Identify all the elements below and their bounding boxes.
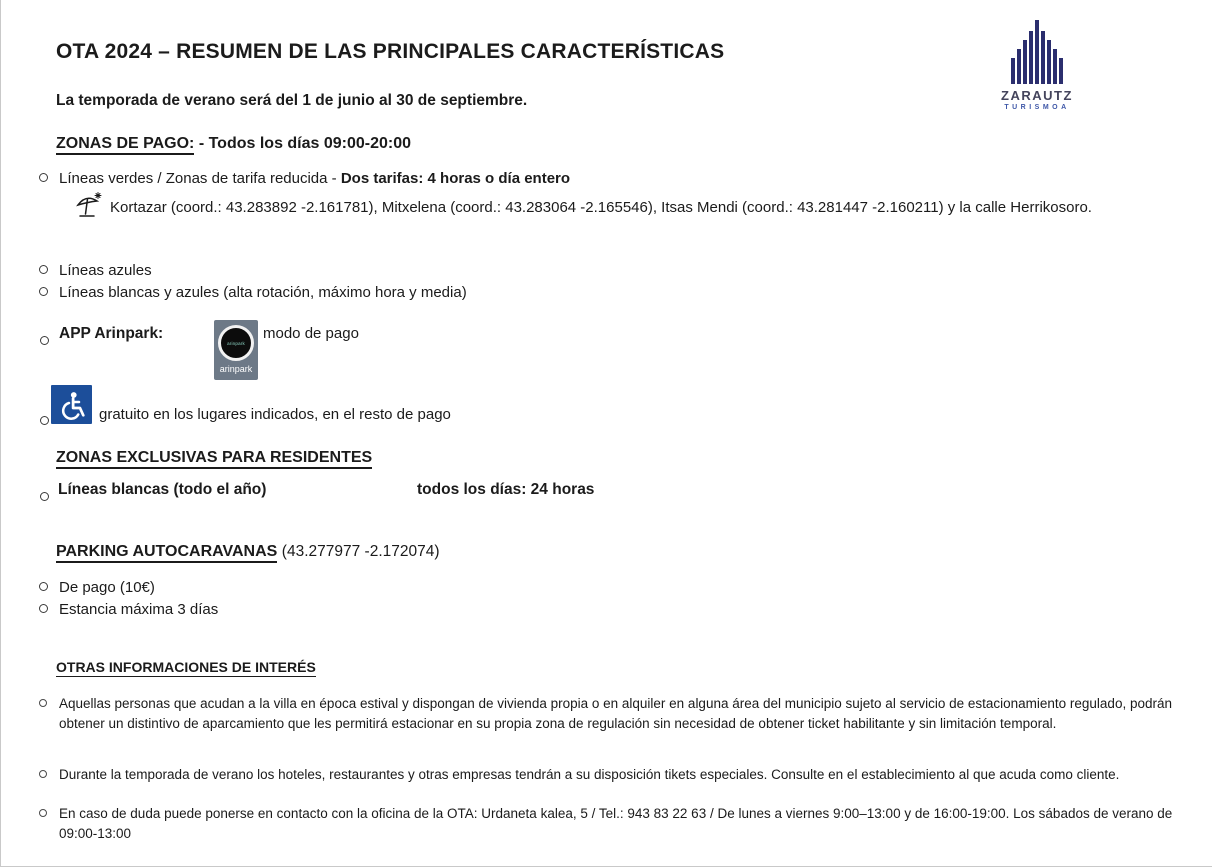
- heading-zonas-exclusivas: [56, 449, 372, 467]
- list-item-text: [59, 168, 570, 189]
- list-item-tikets: [39, 765, 1187, 785]
- residentes-right-text: todos los días: 24 horas: [417, 481, 595, 498]
- zarautz-logo-bars-icon: [1001, 18, 1073, 84]
- list-item-estancia-maxima: [39, 599, 218, 620]
- heading-zonas-exclusivas-text: ZONAS EXCLUSIVAS PARA RESIDENTES: [56, 449, 372, 469]
- bullet-circle-icon: [40, 492, 49, 501]
- bullet-circle-icon: [39, 699, 47, 707]
- arinpark-caption: arinpark: [219, 364, 253, 374]
- heading-parking-text: PARKING AUTOCARAVANAS: [56, 543, 277, 563]
- locations-text: Kortazar (coord.: 43.283892 -2.161781), Mitxelena (coord.: 43.283064 -2.165546), Itsas Mendi (coord.: 43.281447 -2.160211) y la calle Herrikosoro.: [110, 199, 1092, 216]
- locations-paragraph: [29, 192, 1179, 227]
- arinpark-app-icon: [214, 320, 258, 380]
- list-item-text: Líneas azules: [59, 262, 152, 279]
- heading-otras-text: OTRAS INFORMACIONES DE INTERÉS: [56, 659, 316, 675]
- bullet-circle-icon: [39, 582, 48, 591]
- app-arinpark-label: APP Arinpark:: [59, 325, 164, 342]
- heading-zonas-de-pago-suffix: - Todos los días 09:00-20:00: [194, 135, 412, 152]
- beach-umbrella-icon: [75, 192, 102, 227]
- logo-name: ZARAUTZ: [1001, 88, 1073, 103]
- list-item-de-pago: [39, 577, 155, 598]
- arinpark-inner-text: arinpark: [227, 340, 245, 346]
- zarautz-logo: [1001, 18, 1073, 111]
- app-mode-text: modo de pago: [263, 325, 359, 342]
- list-item-text: Estancia máxima 3 días: [59, 601, 219, 618]
- gratuito-text: gratuito en los lugares indicados, en el resto de pago: [99, 406, 451, 423]
- page-title: OTA 2024 – RESUMEN DE LAS PRINCIPALES CARACTERÍSTICAS: [56, 40, 725, 63]
- intro-line: La temporada de verano será del 1 de junio al 30 de septiembre.: [56, 92, 528, 109]
- bullet-circle-icon: [39, 265, 48, 274]
- logo-subname: TURISMOA: [1004, 104, 1070, 111]
- bullet-circle-icon: [39, 770, 47, 778]
- paragraph-text: En caso de duda puede ponerse en contacto con la oficina de la OTA: Urdaneta kalea, 5 / Tel.: 943 83 22 63 / De lunes a viernes 9:00–13:00 y de 16:00-19:00. Los sábados de verano de 09:00-13:00: [59, 806, 1173, 841]
- paragraph-text: Aquellas personas que acudan a la villa en época estival y dispongan de vivienda propia o en alquiler en alguna área del municipio sujeto al servicio de estacionamiento regulado, podrán obtener un distintivo de aparcamiento que les permitirá estacionar en su propia zona de regulación sin necesidad de obtener ticket habilitante y sin limitación temporal.: [59, 696, 1172, 731]
- bullet-circle-icon: [39, 809, 47, 817]
- list-item-lineas-verdes: [39, 168, 570, 189]
- list-item-text: Líneas blancas y azules (alta rotación, máximo hora y media): [59, 284, 467, 301]
- bullet-circle-icon: [39, 173, 48, 182]
- bullet-circle-icon: [40, 336, 49, 345]
- list-item-text: De pago (10€): [59, 579, 155, 596]
- bullet-circle-icon: [39, 604, 48, 613]
- list-item-accesibilidad: [1, 385, 1212, 429]
- bullet-circle-icon: [40, 416, 49, 425]
- list-item-contacto-ota: [39, 804, 1187, 843]
- parking-coords: (43.277977 -2.172074): [281, 543, 440, 560]
- heading-zonas-de-pago: [56, 135, 411, 153]
- list-item-residentes: [1, 481, 1212, 505]
- dos-tarifas-text: Dos tarifas: 4 horas o día entero: [340, 170, 571, 187]
- paragraph-text: Durante la temporada de verano los hoteles, restaurantes y otras empresas tendrán a su disposición tikets especiales. Consulte en el establecimiento al que acuda como cliente.: [59, 767, 1120, 782]
- arinpark-app-circle: [218, 325, 254, 361]
- list-item-lineas-azules: [39, 260, 152, 281]
- list-item-app-arinpark: [1, 320, 1212, 384]
- bullet-circle-icon: [39, 287, 48, 296]
- heading-parking-autocaravanas: [56, 543, 440, 561]
- heading-otras-informaciones: [56, 659, 316, 675]
- list-item-lineas-blancas-azules: [39, 282, 467, 303]
- lineas-verdes-text: Líneas verdes / Zonas de tarifa reducida -: [59, 170, 341, 187]
- residentes-left-text: Líneas blancas (todo el año): [58, 481, 267, 498]
- heading-zonas-de-pago-underlined: ZONAS DE PAGO:: [56, 135, 194, 155]
- list-item-distintivo: [39, 694, 1187, 733]
- wheelchair-icon: [51, 385, 92, 424]
